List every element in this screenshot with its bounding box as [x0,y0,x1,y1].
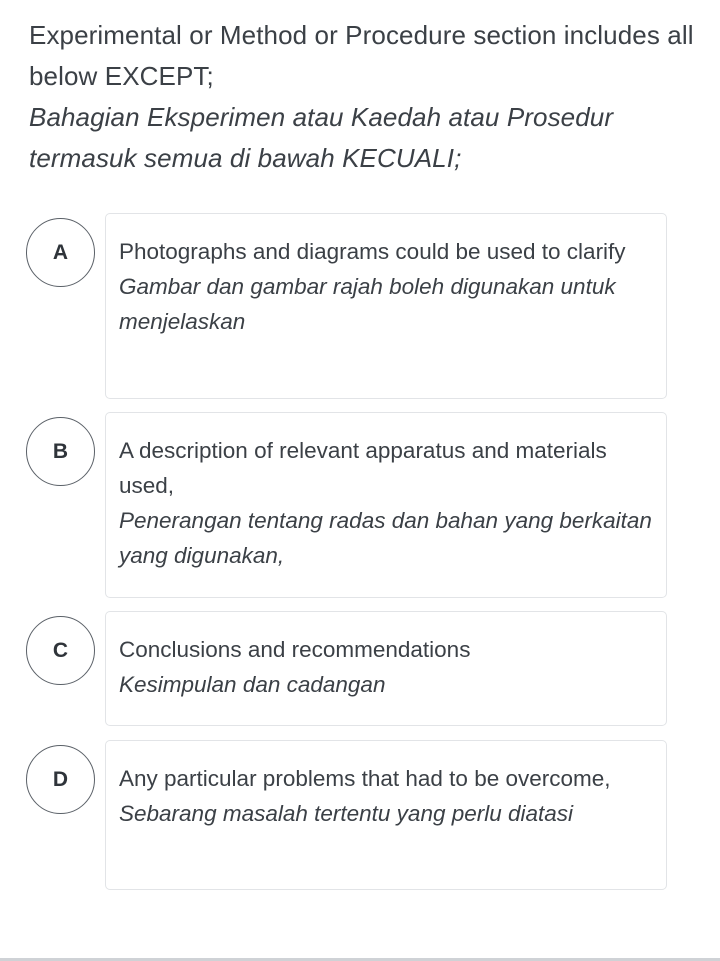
option-d[interactable] [26,740,668,890]
option-english-text: Conclusions and recommendations [119,637,471,662]
option-letter-badge[interactable]: B [26,417,95,486]
option-english-text: A description of relevant apparatus and materials used, [119,438,607,498]
option-english-text: Photographs and diagrams could be used to clarify [119,239,626,264]
option-malay-text: Penerangan tentang radas dan bahan yang berkaitan yang digunakan, [119,508,652,568]
question-english: Experimental or Method or Procedure section includes all below EXCEPT; [29,20,694,91]
question-text [29,15,694,179]
option-b[interactable] [26,412,668,598]
option-letter-badge[interactable]: C [26,616,95,685]
option-a[interactable] [26,213,668,399]
option-english-text: Any particular problems that had to be overcome, [119,766,611,791]
option-card[interactable] [105,740,667,890]
option-card[interactable] [105,213,667,399]
option-c[interactable] [26,611,668,726]
option-malay-text: Kesimpulan dan cadangan [119,672,386,697]
option-card[interactable] [105,611,667,726]
option-malay-text: Gambar dan gambar rajah boleh digunakan untuk menjelaskan [119,274,616,334]
option-malay-text: Sebarang masalah tertentu yang perlu diatasi [119,801,574,826]
option-card[interactable] [105,412,667,598]
question-malay: Bahagian Eksperimen atau Kaedah atau Prosedur termasuk semua di bawah KECUALI; [29,102,614,173]
option-letter-badge[interactable]: A [26,218,95,287]
option-letter-badge[interactable]: D [26,745,95,814]
